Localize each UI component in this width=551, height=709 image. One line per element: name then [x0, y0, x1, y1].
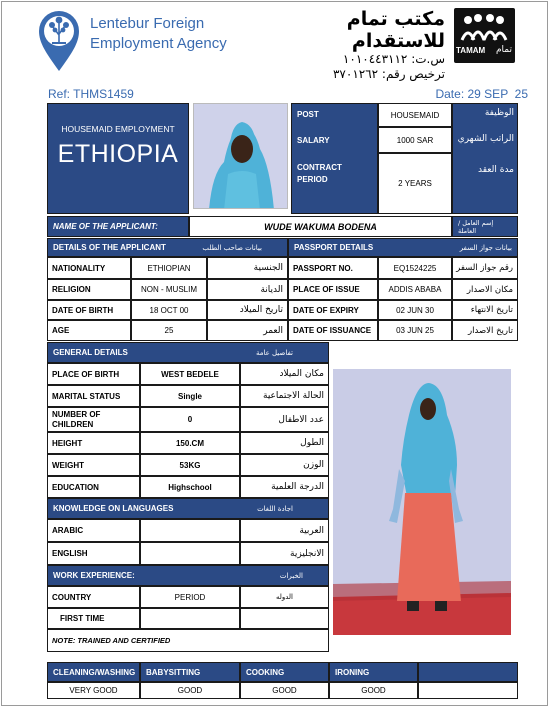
general-label: WEIGHT [47, 454, 140, 476]
passport-label-ar: مكان الاصدار [452, 279, 518, 300]
cr-number-ar: س.ت: ١٠١٠٤٤٣١١٢ [342, 52, 445, 66]
passport-header [288, 238, 518, 257]
applicant-headshot-photo [193, 103, 288, 209]
general-label-ar: الطول [240, 432, 329, 454]
general-value: 150.CM [140, 432, 240, 454]
language-level [140, 519, 240, 542]
passport-title-ar: بيانات جواز السفر [459, 243, 512, 252]
work-col-period: PERIOD [140, 586, 240, 608]
contract-value: 2 YEARS [378, 153, 452, 214]
reference-label: Ref: [48, 87, 71, 101]
office-title-ar: مكتب تمام للاستقدام [346, 8, 445, 52]
skill-level: GOOD [240, 682, 329, 699]
work-col-country: COUNTRY [47, 586, 140, 608]
employment-banner [47, 103, 189, 214]
tamam-logo [454, 8, 515, 63]
language-label-ar: العربية [240, 519, 329, 542]
applicant-name-label-cell [47, 216, 189, 237]
salary-value: 1000 SAR [378, 127, 452, 153]
skill-name: BABYSITTING [140, 662, 240, 682]
general-label-ar: الوزن [240, 454, 329, 476]
detail-label-ar: الجنسية [207, 257, 288, 279]
skill-name: IRONING [329, 662, 418, 682]
work-first-time: FIRST TIME [47, 608, 140, 629]
passport-label: DATE OF ISSUANCE [288, 320, 378, 341]
tamam-logo-ar: تمام [495, 45, 512, 55]
detail-label: RELIGION [47, 279, 131, 300]
date-label: Date: [435, 87, 465, 101]
skill-name: COOKING [240, 662, 329, 682]
language-level [140, 542, 240, 565]
date-value: 29 SEP 25 [467, 87, 528, 101]
contract-label-line-1: CONTRACT [297, 163, 342, 172]
agency-logo [36, 9, 82, 73]
general-label: HEIGHT [47, 432, 140, 454]
office-name-ar [265, 8, 445, 82]
applicant-name-label-ar-cell [452, 216, 518, 237]
general-label: NUMBER OF CHILDREN [47, 407, 140, 432]
post-label: POST [297, 110, 319, 119]
general-label-ar: عدد الاطفال [240, 407, 329, 432]
banner-country: ETHIOPIA [57, 140, 179, 168]
work-note: NOTE: TRAINED AND CERTIFIED [47, 629, 329, 652]
passport-label: DATE OF EXPIRY [288, 300, 378, 320]
general-label-ar: الحالة الاجتماعية [240, 385, 329, 407]
reference [48, 87, 134, 101]
applicant-name-value: WUDE WAKUMA BODENA [189, 216, 452, 237]
languages-title: KNOWLEDGE ON LANGUAGES [53, 504, 174, 513]
language-label-ar: الانجليزية [240, 542, 329, 565]
work-empty-country [240, 608, 329, 629]
detail-value: NON - MUSLIM [131, 279, 207, 300]
detail-label: DATE OF BIRTH [47, 300, 131, 320]
general-title-ar: تفاصيل عامة [255, 348, 293, 357]
passport-value: ADDIS ABABA [378, 279, 452, 300]
general-label: PLACE OF BIRTH [47, 363, 140, 385]
post-value: HOUSEMAID [378, 103, 452, 127]
general-title: GENERAL DETAILS [53, 348, 128, 357]
general-value: 0 [140, 407, 240, 432]
agency-name-line-2: Employment Agency [90, 35, 227, 52]
general-header [47, 342, 329, 363]
contract-label-line-2: PERIOD [297, 175, 328, 184]
passport-label-ar: تاريخ الاصدار [452, 320, 518, 341]
detail-label: AGE [47, 320, 131, 341]
agency-name-line-1: Lentebur Foreign [90, 15, 205, 32]
skill-level: VERY GOOD [47, 682, 140, 699]
passport-label-ar: رقم جواز السفر [452, 257, 518, 279]
passport-label: PLACE OF ISSUE [288, 279, 378, 300]
skills-header-spacer [418, 662, 518, 682]
banner-subtitle: HOUSEMAID EMPLOYMENT [61, 124, 175, 134]
work-header [47, 565, 329, 586]
contract-label-ar: مدة العقد [478, 165, 514, 175]
contract-label [297, 162, 342, 186]
language-label: ARABIC [47, 519, 140, 542]
details-title-ar: بيانات صاحب الطلب [202, 243, 262, 252]
passport-label-ar: تاريخ الانتهاء [452, 300, 518, 320]
detail-value: 18 OCT 00 [131, 300, 207, 320]
languages-header [47, 498, 329, 519]
work-title: WORK EXPERIENCE: [53, 571, 135, 580]
details-title: DETAILS OF THE APPLICANT [53, 243, 166, 252]
skill-name: CLEANING/WASHING [47, 662, 140, 682]
general-value: WEST BEDELE [140, 363, 240, 385]
work-empty-period [140, 608, 240, 629]
job-arabic-column [452, 103, 518, 214]
salary-label-ar: الراتب الشهري [457, 134, 514, 144]
job-labels-column [291, 103, 378, 214]
general-value: Single [140, 385, 240, 407]
skill-level: GOOD [329, 682, 418, 699]
passport-value: 02 JUN 30 [378, 300, 452, 320]
license-number-ar: ترخيص رقم: ٣٧٠١٢٦٢ [332, 67, 445, 81]
passport-title: PASSPORT DETAILS [294, 243, 374, 252]
details-header [47, 238, 288, 257]
agency-name-en [90, 14, 250, 54]
general-value: 53KG [140, 454, 240, 476]
detail-label-ar: العمر [207, 320, 288, 341]
passport-label: PASSPORT NO. [288, 257, 378, 279]
skill-level: GOOD [140, 682, 240, 699]
work-title-ar: الخبرات [279, 571, 303, 580]
passport-value: EQ1524225 [378, 257, 452, 279]
languages-title-ar: اجادة اللغات [257, 504, 293, 513]
general-value: Highschool [140, 476, 240, 498]
reference-value: THMS1459 [73, 87, 134, 101]
detail-label-ar: الديانة [207, 279, 288, 300]
detail-value: ETHIOPIAN [131, 257, 207, 279]
form-date [410, 87, 528, 101]
language-label: ENGLISH [47, 542, 140, 565]
skills-value-spacer [418, 682, 518, 699]
salary-label: SALARY [297, 136, 330, 145]
general-label-ar: مكان الميلاد [240, 363, 329, 385]
post-label-ar: الوظيفة [484, 108, 514, 118]
detail-label-ar: تاريخ الميلاد [207, 300, 288, 320]
applicant-name-label: NAME OF THE APPLICANT: [53, 222, 158, 231]
applicant-name-label-ar: إسم العامل / العاملة [458, 218, 494, 235]
applicant-full-body-photo [333, 369, 511, 635]
general-label: EDUCATION [47, 476, 140, 498]
passport-value: 03 JUN 25 [378, 320, 452, 341]
general-label-ar: الدرجة العلمية [240, 476, 329, 498]
tamam-logo-text: TAMAM [456, 46, 486, 55]
detail-value: 25 [131, 320, 207, 341]
detail-label: NATIONALITY [47, 257, 131, 279]
work-col-country-ar: الدوله [240, 586, 329, 608]
general-label: MARITAL STATUS [47, 385, 140, 407]
